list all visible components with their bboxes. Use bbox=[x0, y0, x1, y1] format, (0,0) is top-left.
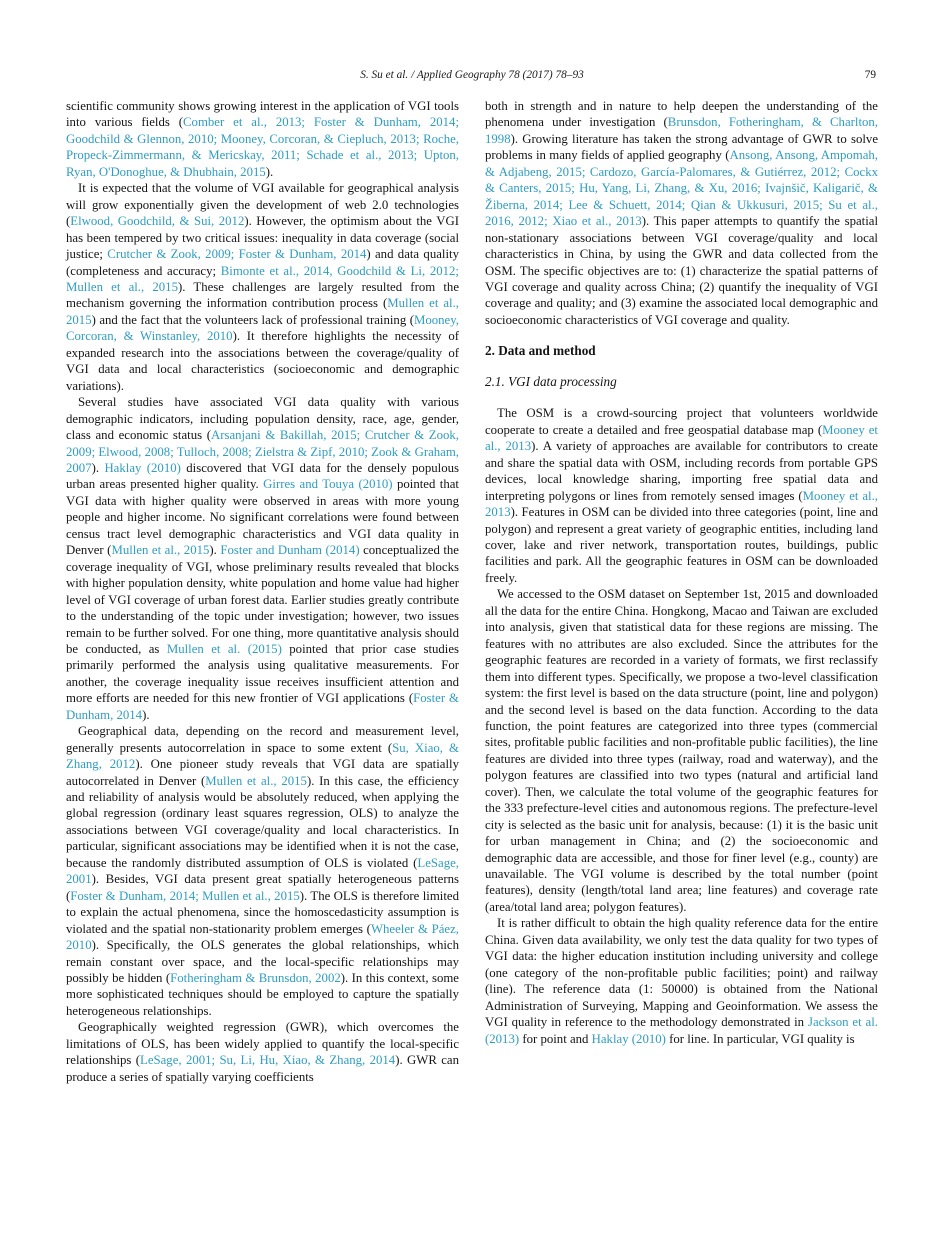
text-columns bbox=[66, 98, 878, 1085]
paragraph bbox=[66, 1019, 459, 1085]
citation-link[interactable]: Crutcher & Zook, 2009; Foster & Dunham, 2014 bbox=[107, 247, 367, 262]
text-run: ). This paper attempts to quantify the spatial non-stationary associations between VGI coverage/quality and local characteristics in China, by using the GWR and data collected from the OSM. The specific objectives are to: (1) characterize the spatial patterns of VGI coverage and quality across China; (2) quantify the inequality of VGI coverage and quality; and (3) examine the associated local demographic and socioeconomic characteristics of VGI coverage and quality. bbox=[485, 214, 878, 327]
text-run: We accessed to the OSM dataset on September 1st, 2015 and downloaded all the data for the entire China. Hongkong, Macao and Taiwan are excluded into analysis, given that statistical data for these regions are missing. The features with no attributes are also excluded. Since the attributes for the geographic features are recorded in a variety of formats, we first reclassify them into different types. Specifically, we propose a two-level classification system: the first level is based on the data structure (point, line and polygon) and the second level is based on the data function. According to the data function, the point features are categorized into three types (commercial sites, profitable public facilities and non-profitable public facilities), the line features are divided into three types (railway, road and waterway), and the polygon features are classified into two types (natural and artificial land cover). Then, we calculate the total volume of the geographic features for the 333 prefecture-level cities and autonomous regions. The prefecture-level city is selected as the basic unit for analysis, because: (1) it is the basic unit for urban management in China; and (2) the socioeconomic and demographic data are accessible, and those for finer level (e.g., county) are unavailable. The VGI volume is described by the total number (point features), density (length/total land area; line features) and coverage rate (area/total land area; polygon features). bbox=[485, 587, 878, 914]
text-run: ). bbox=[142, 707, 150, 722]
left-column bbox=[66, 98, 459, 1085]
citation-link[interactable]: Elwood, Goodchild, & Sui, 2012 bbox=[70, 214, 245, 229]
text-run: conceptualized the coverage inequality of VGI, whose preliminary results revealed that blocks with higher population density, white population and home value had higher level of VGI coverage of urban forest data. Earlier studies greatly contribute to the understanding of the topic under investigation; however, two issues remain to be further solved. For one thing, more quantitative analysis should be conducted, as bbox=[66, 543, 459, 656]
text-run: ). A variety of approaches are available for contributors to create and share the spatial data with OSM, including records from portable GPS devices, local knowledge sharing, importing free spatial data and interpreting polygons or lines from remotely sensed images ( bbox=[485, 439, 878, 503]
text-run: ). These challenges are largely resulted from the mechanism governing the information contribution process ( bbox=[66, 279, 459, 311]
paragraph bbox=[485, 586, 878, 915]
text-run: ). Features in OSM can be divided into three categories (point, line and polygon) and represent a great variety of geographic entities, including land cover, lake and river network, transportation routes, buildings, public facilities and park. All the geographic features in OSM can be downloaded freely. bbox=[485, 505, 878, 585]
paragraph bbox=[66, 180, 459, 394]
citation-link[interactable]: Haklay (2010) bbox=[591, 1031, 666, 1046]
citation-link[interactable]: Brunsdon, Fotheringham, & Charlton, 1998 bbox=[485, 115, 878, 146]
citation-link[interactable]: Girres and Touya (2010) bbox=[263, 477, 393, 492]
citation-link[interactable]: LeSage, 2001 bbox=[66, 855, 459, 887]
citation-link[interactable]: Haklay (2010) bbox=[104, 460, 181, 475]
text-run: Geographically weighted regression (GWR), which overcomes the limitations of OLS, has been widely applied to quantify the local-specific relationships ( bbox=[66, 1020, 459, 1068]
text-run: ). GWR can produce a series of spatially varying coefficients bbox=[66, 1053, 460, 1084]
text-run: both in strength and in nature to help deepen the understanding of the phenomena under investigation ( bbox=[485, 99, 878, 130]
subsection-heading: 2.1. VGI data processing bbox=[485, 374, 617, 390]
citation-link[interactable]: Mullen et al., 2015 bbox=[205, 773, 307, 788]
text-run: ). bbox=[265, 164, 274, 179]
citation-link[interactable]: Mullen et al., 2015 bbox=[111, 543, 210, 558]
text-run: ). The OLS is therefore limited to explain the actual phenomena, since the homoscedasticity assumption is violated and the spatial non-stationarity problem emerges ( bbox=[66, 888, 459, 936]
citation-link[interactable]: Foster and Dunham (2014) bbox=[220, 543, 360, 558]
text-run: ). In this context, some more sophisticated techniques should be employed to capture the spatially heterogeneous relationships. bbox=[66, 971, 459, 1018]
paragraph bbox=[485, 405, 878, 586]
citation-link[interactable]: Mooney et al., 2013 bbox=[485, 488, 879, 520]
text-run: It is rather difficult to obtain the high quality reference data for the entire China. Given data availability, we only test the data quality for two types of VGI data: the higher education institution including university and college (one category of the non-profitable public facilities; point) and railway (line). The reference data (1: 50000) is obtained from the National Administration of Surveying, Mapping and Geoinformation. We assess the VGI quality in reference to the methodology demonstrated in bbox=[485, 916, 878, 1030]
text-run: The OSM is a crowd-sourcing project that volunteers worldwide cooperate to create a detailed and free geospatial database map ( bbox=[485, 406, 878, 437]
text-run: for point and bbox=[519, 1031, 592, 1046]
citation-link[interactable]: Comber et al., 2013; Foster & Dunham, 2014; Goodchild & Glennon, 2010; Mooney, Corcoran, & Ciepluch, 2013; Roche, Propeck-Zimmermann, & Mericskay, 2011; Schade et al., 2013; Upton, Ryan, O'Donoghue, & Dhubhain, 2015 bbox=[66, 115, 459, 179]
paragraph bbox=[485, 98, 878, 328]
section-heading: 2. Data and method bbox=[485, 343, 596, 359]
citation-link[interactable]: Ansong, Ansong, Ampomah, & Adjabeng, 2015; Cardozo, García-Palomares, & Gutiérrez, 2012; Cockx & Canters, 2015; Hu, Yang, Li, Zhang, & Xu, 2016; Ivajnšič, Kaligarič, & Žiberna, 2014; Lee & Schuett, 2014; Qian & Ukkusuri, 2015; Su et al., 2016, 2012; Xiao et al., 2013 bbox=[485, 148, 878, 229]
text-run: pointed that prior case studies primarily performed the analysis using qualitative measurements. For another, the coverage inequality issue receives insufficient attention and more efforts are needed for this new frontier of VGI applications ( bbox=[66, 641, 460, 706]
citation-link[interactable]: Mullen et al., 2015 bbox=[66, 296, 460, 327]
right-column bbox=[485, 98, 878, 1085]
citation-link[interactable]: Wheeler & Páez, 2010 bbox=[66, 921, 459, 953]
text-run: ). However, the optimism about the VGI has been tempered by two critical issues: inequality in data coverage (social justice; bbox=[66, 214, 459, 262]
text-run: scientific community shows growing interest in the application of VGI tools into various fields ( bbox=[66, 99, 459, 130]
text-run: ) and data quality (completeness and accuracy; bbox=[66, 247, 459, 278]
journal-citation: S. Su et al. / Applied Geography 78 (2017) 78–93 bbox=[360, 69, 584, 81]
text-run: ). In this case, the efficiency and reliability of analysis would be absolutely reduced, when applying the global regression (ordinary least squares regression, OLS) to analyze the associations between VGI coverage/quality and local characteristics. In particular, significant associations may be identified when it is not the case, because the randomly distributed assumption of OLS is violated ( bbox=[66, 773, 460, 870]
text-run: ). Besides, VGI data present great spatially heterogeneous patterns ( bbox=[66, 872, 459, 903]
citation-link[interactable]: Mooney, Corcoran, & Winstanley, 2010 bbox=[66, 312, 459, 344]
paragraph bbox=[66, 394, 459, 723]
citation-link[interactable]: Arsanjani & Bakillah, 2015; Crutcher & Zook, 2009; Elwood, 2008; Tulloch, 2008; Zielstra & Zipf, 2010; Zook & Graham, 2007 bbox=[66, 428, 459, 475]
citation-link[interactable]: Bimonte et al., 2014, Goodchild & Li, 2012; Mullen et al., 2015 bbox=[66, 263, 459, 294]
citation-link[interactable]: Foster & Dunham, 2014; Mullen et al., 2015 bbox=[70, 888, 300, 903]
citation-link[interactable]: Jackson et al. (2013) bbox=[485, 1015, 878, 1046]
text-run: ). Specifically, the OLS generates the global relationships, which remain constant over space, and the local-specific relationships may possibly be hidden ( bbox=[66, 938, 459, 986]
text-run: It is expected that the volume of VGI available for geographical analysis will grow exponentially given the development of web 2.0 technologies ( bbox=[66, 181, 459, 229]
text-run: ) and the fact that the volunteers lack of professional training ( bbox=[91, 312, 414, 327]
text-run: ). It therefore highlights the necessity of expanded research into the associations between the coverage/quality of VGI data and local characteristics (socioeconomic and demographic variations). bbox=[66, 329, 459, 393]
citation-link[interactable]: Mooney et al., 2013 bbox=[485, 422, 878, 454]
text-run: ). bbox=[209, 543, 221, 558]
paragraph bbox=[66, 723, 459, 1019]
running-header bbox=[66, 69, 878, 82]
citation-link[interactable]: Foster & Dunham, 2014 bbox=[66, 691, 459, 722]
citation-link[interactable]: Fotheringham & Brunsdon, 2002 bbox=[170, 971, 341, 986]
citation-link[interactable]: LeSage, 2001; Su, Li, Hu, Xiao, & Zhang, 2014 bbox=[140, 1053, 396, 1068]
page-number: 79 bbox=[864, 69, 876, 81]
paragraph bbox=[66, 98, 459, 180]
citation-link[interactable]: Su, Xiao, & Zhang, 2012 bbox=[66, 740, 459, 772]
citation-link[interactable]: Mullen et al. (2015) bbox=[166, 641, 282, 656]
text-run: Geographical data, depending on the record and measurement level, generally presents autocorrelation in space to some extent ( bbox=[66, 724, 459, 755]
text-run: ). One pioneer study reveals that VGI data are spatially autocorrelated in Denver ( bbox=[66, 757, 459, 788]
text-run: discovered that VGI data for the densely populous urban areas presented higher quality. bbox=[66, 460, 459, 492]
text-run: ). Growing literature has taken the strong advantage of GWR to solve problems in many fields of applied geography ( bbox=[485, 131, 878, 163]
text-run: pointed that VGI data with higher quality were observed in areas with more young people and higher income. No significant correlations were found between census tract level demographic characteristics and VGI data quality in Denver ( bbox=[66, 477, 459, 558]
text-run: for line. In particular, VGI quality is bbox=[665, 1031, 855, 1046]
text-run: Several studies have associated VGI data quality with various demographic indicators, including population density, race, age, gender, class and economic status ( bbox=[66, 395, 459, 443]
text-run: ). bbox=[91, 460, 105, 475]
paragraph bbox=[485, 915, 878, 1047]
